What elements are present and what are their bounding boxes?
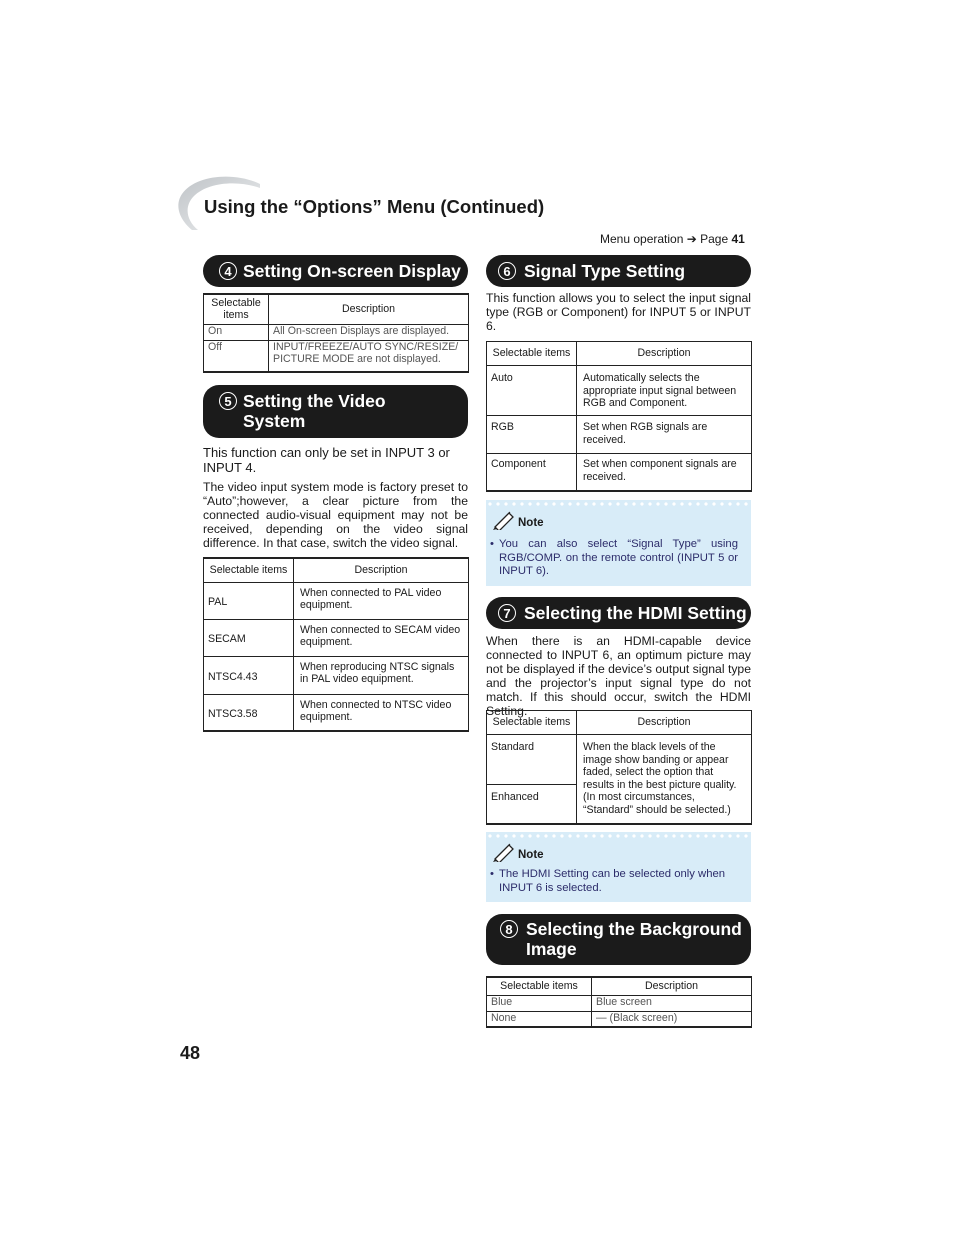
cell-item: Auto: [487, 366, 577, 416]
cell-description: When the black levels of the image show banding or appear faded, select the option that results in the best picture quality. (In most circumstances, “Standard” should be selected.): [577, 735, 752, 824]
section-title: Selecting the HDMI Setting: [524, 603, 747, 623]
cell-item: Enhanced: [487, 785, 577, 824]
section-5-lead: This function can only be set in INPUT 3 or INPUT 4.: [203, 445, 450, 475]
bullet-icon: •: [490, 868, 494, 880]
cell-item: None: [487, 1011, 592, 1027]
table-row: [204, 324, 469, 340]
column-header: Selectable items: [204, 558, 294, 582]
section-5-body: The video input system mode is factory preset to “Auto”;however, a clear picture from the connected audio-visual equipment may not be received, depending on the video signal difference. In that case, switch the video signal.: [203, 480, 468, 550]
cell-description: All On-screen Displays are displayed.: [269, 324, 469, 340]
note-label: Note: [518, 517, 544, 529]
section-title: Signal Type Setting: [524, 261, 686, 281]
section-number-badge: 8: [500, 920, 518, 938]
cell-description: Blue screen: [592, 995, 752, 1011]
cell-description: — (Black screen): [592, 1011, 752, 1027]
note-header: [492, 842, 544, 862]
column-header: Description: [577, 711, 752, 735]
cell-description: When connected to PAL video equipment.: [294, 582, 469, 619]
table-row: [487, 735, 752, 785]
cell-item: Off: [204, 340, 269, 372]
cell-item: Blue: [487, 995, 592, 1011]
section-4-heading: [203, 255, 468, 287]
cell-item: NTSC3.58: [204, 694, 294, 731]
section-title-line-2: System: [243, 411, 306, 431]
section-7-body: When there is an HDMI-capable device connected to INPUT 6, an optimum picture may not be displayed if the device’s output signal type and the projector’s input signal type do not match. If this should occur, switch the HDMI Setting.: [486, 634, 751, 718]
column-header: Selectable items: [204, 294, 269, 324]
section-title: Setting On-screen Display: [243, 261, 461, 281]
menu-operation-reference: Menu operation ➔ Page 41: [600, 232, 745, 246]
table-row: [487, 454, 752, 491]
table-row: [204, 694, 469, 731]
section-6-heading: [486, 255, 751, 287]
section-title-line-2: Image: [526, 939, 577, 959]
page-number: 48: [180, 1043, 201, 1063]
section-7-heading: [486, 597, 751, 629]
column-header: Description: [294, 558, 469, 582]
section-title-line-1: Setting the Video: [243, 391, 386, 411]
signal-type-table: [486, 341, 752, 492]
cell-item: Component: [487, 454, 577, 491]
cell-item: SECAM: [204, 619, 294, 656]
note-label: Note: [518, 849, 544, 861]
cell-item: NTSC4.43: [204, 656, 294, 694]
section-number-badge: 6: [498, 262, 516, 280]
cell-item: Standard: [487, 735, 577, 785]
pencil-icon: [492, 510, 516, 530]
cell-item: PAL: [204, 582, 294, 619]
cell-description: Set when RGB signals are received.: [577, 416, 752, 454]
section-number-badge: 7: [498, 604, 516, 622]
video-system-table: [203, 557, 469, 732]
pencil-icon: [492, 842, 516, 862]
note-header: [492, 510, 544, 530]
cell-description: Automatically selects the appropriate input signal between RGB and Component.: [577, 366, 752, 416]
table-row: [487, 995, 752, 1011]
table-row: [487, 1011, 752, 1027]
section-6-body: This function allows you to select the input signal type (RGB or Component) for INPUT 5 or INPUT 6.: [486, 291, 751, 333]
cell-description: When connected to SECAM video equipment.: [294, 619, 469, 656]
table-row: [204, 656, 469, 694]
section-number-badge: 5: [219, 392, 237, 410]
signal-type-note: [486, 500, 751, 586]
section-5-heading: [203, 385, 468, 438]
table-row: [204, 582, 469, 619]
column-header: Description: [269, 294, 469, 324]
column-header: Description: [577, 342, 752, 366]
table-row: [204, 619, 469, 656]
table-row: [487, 416, 752, 454]
section-number-badge: 4: [219, 262, 237, 280]
note-dotted-border: [486, 502, 751, 506]
on-screen-display-table: [203, 293, 469, 373]
bullet-icon: •: [490, 538, 494, 550]
note-text: • You can also select “Signal Type” using RGB/COMP. on the remote control (INPUT 5 or INPUT 6).: [490, 538, 738, 577]
hdmi-setting-table: [486, 710, 752, 825]
column-header: Selectable items: [487, 977, 592, 995]
cell-item: RGB: [487, 416, 577, 454]
cell-description: INPUT/FREEZE/AUTO SYNC/RESIZE/ PICTURE MODE are not displayed.: [269, 340, 469, 372]
cell-description: When connected to NTSC video equipment.: [294, 694, 469, 731]
section-title-line-1: Selecting the Background: [526, 919, 742, 939]
column-header: Selectable items: [487, 342, 577, 366]
section-8-heading: [486, 914, 751, 965]
page-title: Using the “Options” Menu (Continued): [204, 196, 545, 217]
column-header: Description: [592, 977, 752, 995]
hdmi-note: [486, 832, 751, 902]
note-dotted-border: [486, 834, 751, 838]
note-text: • The HDMI Setting can be selected only when INPUT 6 is selected.: [490, 868, 726, 894]
table-row: [204, 340, 469, 372]
cell-description: When reproducing NTSC signals in PAL video equipment.: [294, 656, 469, 694]
column-header: Selectable items: [487, 711, 577, 735]
table-row: [487, 366, 752, 416]
background-image-table: [486, 976, 752, 1028]
cell-description: Set when component signals are received.: [577, 454, 752, 491]
cell-item: On: [204, 324, 269, 340]
